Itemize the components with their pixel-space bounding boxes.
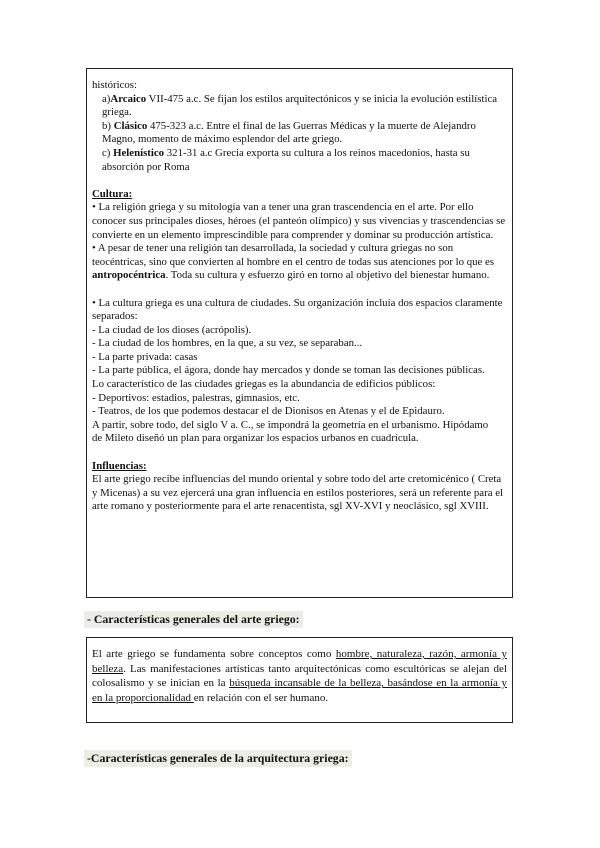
list-item: - La ciudad de los dioses (acrópolis).	[92, 323, 252, 336]
period-arcaico: a)Arcaico VII-475 a.c. Se fijan los estilos arquitectónicos y se inicia la evolución estilística griega.	[102, 92, 498, 119]
caracteristicas-box	[86, 637, 513, 723]
influencias-text: El arte griego recibe influencias del mundo oriental y sobre todo del arte cretomicénico ( Creta y Micenas) a su vez ejercerá una gran influencia en estilos posteriores, será un referente para el arte romano y posteriormente para el arte renacentista, sgl XV-XVI y neoclásico, sgl XVIII.	[92, 473, 503, 513]
list-item: - La parte pública, el ágora, donde hay mercados y donde se toman las decisiones públicas.	[92, 364, 485, 377]
cultura-religion: • La religión griega y su mitología van a tener una gran trascendencia en el arte. Por ello conocer sus principales dioses, héroes (el panteón olímpico) y sus vivencias y trascendencias se convierte en un elemento imprescindible para comprender y dominar su producción artística.	[92, 201, 506, 241]
cultura-heading: Cultura:	[92, 187, 133, 200]
section-heading-arte-griego: - Características generales del arte griego:	[84, 611, 303, 628]
edificios-intro: Lo característico de las ciudades griegas es la abundancia de edificios públicos:	[92, 378, 436, 391]
cultura-ciudades: • La cultura griega es una cultura de ciudades. Su organización incluía dos espacios claramente separados:	[92, 296, 503, 323]
list-item: - La parte privada: casas	[92, 350, 198, 363]
list-item: - Teatros, de los que podemos destacar el de Dionisos en Atenas y el de Epidauro.	[92, 405, 445, 418]
caracteristicas-text: El arte griego se fundamenta sobre conceptos como hombre, naturaleza, razón, armonía y belleza. Las manifestaciones artísticas tanto arquitectónicas como escultóricas se alejan del colosalismo y se inician en la búsqueda incansable de la belleza, basándose en la armonía y en la proporcionalidad en relación con el ser humano.	[92, 648, 508, 704]
influencias-heading: Influencias:	[92, 459, 147, 472]
cultura-antropocentrica: • A pesar de tener una religión tan desarrollada, la sociedad y cultura griegas no son teocéntricas, sino que convierten al hombre en el centro de todas sus atenciones por lo que es antropocéntrica. Toda su cultura y esfuerzo giró en torno al objetivo del bienestar humano.	[92, 242, 495, 282]
section-heading-arquitectura: -Características generales de la arquitectura griega:	[84, 750, 352, 767]
geometria-line-2: de Mileto diseñó un plan para organizar los espacios urbanos en cuadrícula.	[92, 432, 419, 445]
geometria-line-1: A partir, sobre todo, del siglo V a. C., se impondrá la geometría en el urbanismo. Hipódamo	[92, 418, 489, 431]
periods-lead: históricos:	[92, 79, 137, 91]
list-item: - Deportivos: estadios, palestras, gimnasios, etc.	[92, 391, 300, 404]
list-item: - La ciudad de los hombres, en la que, a su vez, se separaban...	[92, 337, 363, 350]
historical-periods-box	[86, 68, 513, 598]
period-helenistico: c) Helenístico 321-31 a.c Grecia exporta su cultura a los reinos macedonios, hasta su absorción por Roma	[102, 146, 470, 173]
period-clasico: b) Clásico 475-323 a.c. Entre el final de las Guerras Médicas y la muerte de Alejandro Magno, momento de máximo esplendor del arte griego.	[102, 119, 476, 146]
